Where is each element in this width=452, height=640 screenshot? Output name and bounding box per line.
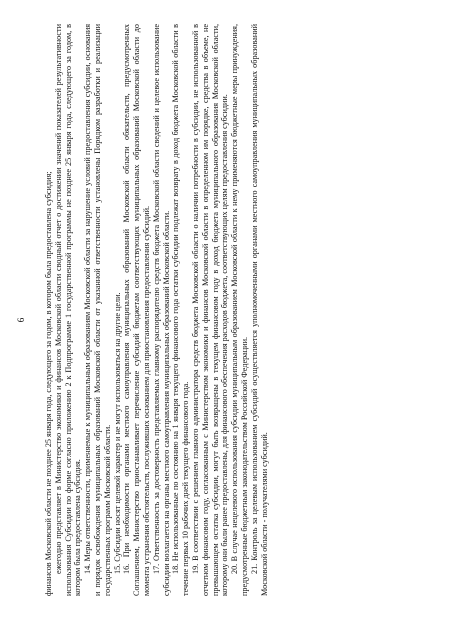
paragraph: 18. Не использованные по состоянию на 1 января текущего финансового года остатки субсидии подлежат возврату в доход бюджета Московской области в течение первых 10 рабочих дней текущего финансового года. <box>171 24 191 596</box>
paragraph: 16. При необходимости органами местного самоуправления муниципальных образований Московской области обязательств, предусмотренных Соглашением, Министерство приостанавливает перечисление субсидий бюджетам соответствующих муниципальных образований Московской области до момента устранения обстоятельств, послуживших основанием для приостановления предоставления субсидий. <box>122 24 151 596</box>
paragraph: 17. Ответственность за достоверность представляемых главному распорядителю средств бюджета Московской области сведений и целевое использование субсидии возлагается на органы местного самоуправления муниципальных образований Московской области. <box>151 24 171 596</box>
paragraph: 20. В случае нецелевого использования субсидии муниципальным образованием Московской области к нему применяются бюджетные меры принуждения, предусмотренные бюджетным законодательством Российской Федерации. <box>230 24 249 596</box>
paragraph: финансов Московской области не позднее 25 января года, следующего за годом, в котором была предоставлена субсидия; <box>44 171 53 596</box>
paragraph: 19. В соответствии с решением главного администратора средств бюджета Московской области о наличии потребности в субсидии, не использованной в отчетном финансовом году, согласованным с Министерством экономики и финансов Московской области в определенном им порядке, средства в объеме, не превышающем остатка субсидии, могут быть возвращены в текущем финансовом году в доход бюджета муниципального образования Московской области, которому они были ранее предоставлены, для финансового обеспечения расходов бюджета, соответствующих целям предоставления субсидии. <box>190 24 230 596</box>
paragraph: 15. Субсидии носят целевой характер и не могут использоваться на другие цели. <box>112 292 122 574</box>
paragraph: 21. Контроль за целевым использованием субсидий осуществляется уполномоченными органами местного самоуправления муниципальных образований Московской области - получателями субсидий. <box>249 24 269 596</box>
document-body <box>44 24 269 596</box>
paragraph: ежегодно представляет в Министерство экономики и финансов Московской области сводный отчет о достижении значений показателей результативности использования Субсидии по форме согласно приложению 2 к Подпрограмме 1 государственной программы не позднее 25 января года, следующего за годом, в котором была предоставлена субсидия. <box>53 24 83 596</box>
paragraph: 14. Меры ответственности, применяемые к муниципальным образованиям Московской области за нарушение условий предоставления субсидии, основания и порядок освобождения муниципальных образований Московской области от указанной ответственности установлены Порядком разработки и реализации государственных программ Московской области. <box>83 24 112 596</box>
page-number: 6 <box>16 317 26 323</box>
